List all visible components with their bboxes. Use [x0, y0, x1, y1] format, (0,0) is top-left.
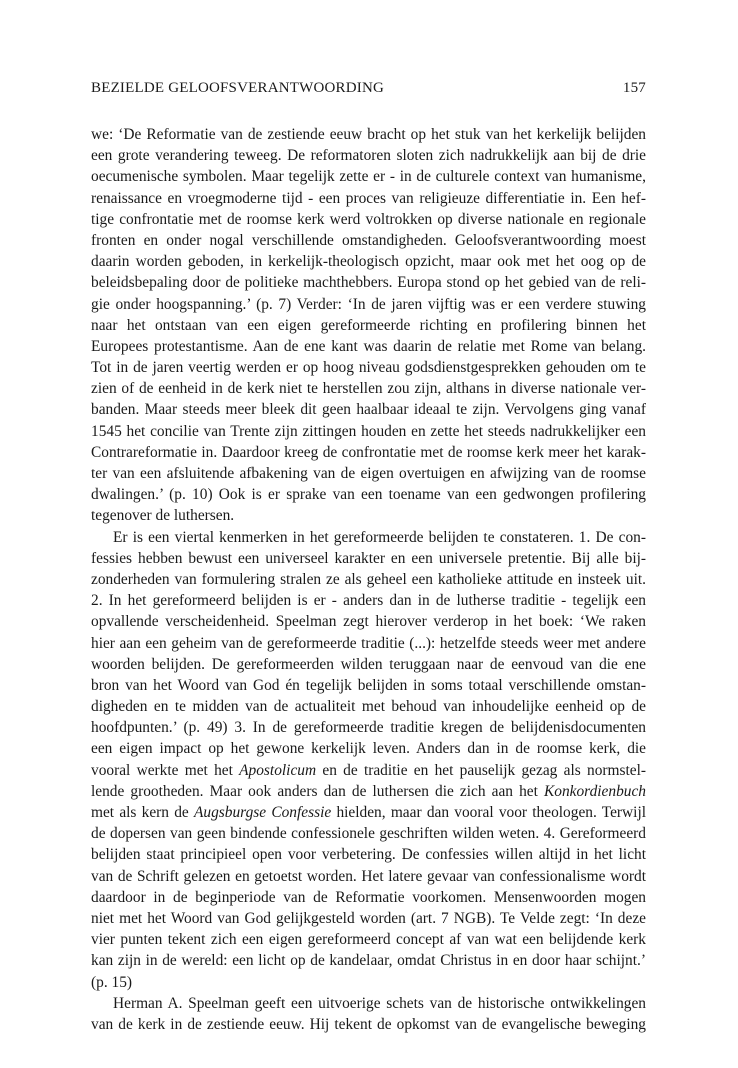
text-run: hielden, maar dan vooral voor theologen. Terwijl: [331, 804, 646, 821]
text-line: tige confrontatie met de roomse kerk werd voltrokken op diverse nationale en regionale: [91, 210, 646, 228]
italic-term: Augsburgse Confessie: [194, 804, 332, 821]
italic-term: Konkordienbuch: [543, 782, 646, 800]
running-title: BEZIELDE GELOOFSVERANTWOORDING: [91, 80, 385, 96]
text-line: beleidsbepaling door de politieke machthebbers. Europa stond op het gebied van de reli-: [91, 274, 646, 292]
text-line: naar het ontstaan van een eigen gereformeerde richting en profilering binnen het: [91, 316, 646, 334]
text-line: Contrareformatie in. Daardoor kreeg de confrontatie met de roomse kerk meer het karak-: [91, 443, 646, 461]
text-line: ter van een afsluitende afbakening van de eigen overtuigen en afwijzing van de roomse: [91, 465, 646, 482]
paragraph-3: [91, 993, 646, 1035]
text-line: 1545 het concilie van Trente zijn zittingen houden en zette het steeds nadrukkelijker een: [91, 422, 646, 440]
text-line: woorden belijden. De gereformeerden wilden teruggaan naar de eenvoud van die ene: [91, 655, 646, 673]
text-line: opvallende verscheidenheid. Speelman zegt hierover verderop in het boek: ‘We raken: [91, 613, 646, 631]
text-line: van de Schrift gelezen en getoetst worden. Het latere gevaar van confessionalisme wordt: [91, 867, 646, 885]
text-line: hier aan een geheim van de gereformeerde traditie (...): hetzelfde steeds weer met andere: [91, 634, 646, 652]
text-line: daarin worden geboden, in kerkelijk-theologisch opzicht, maar ook met het oog op de: [91, 253, 646, 271]
text-run: en de traditie en het pauselijk gezag als normstel-: [316, 761, 646, 779]
text-line: we: ‘De Reformatie van de zestiende eeuw bracht op het stuk van het kerkelijk belijden: [91, 126, 646, 143]
text-line: Herman A. Speelman geeft een uitvoerige schets van de historische ontwikkelingen: [113, 994, 646, 1012]
text-line: vier punten tekent zich een eigen gereformeerd concept af van wat een belijdende kerk: [91, 931, 646, 949]
running-header: [91, 78, 646, 98]
text-line: een eigen impact op het gewone kerkelijk leven. Anders dan in de roomse kerk, die: [91, 740, 646, 758]
text-line: tegenover de luthersen.: [91, 507, 235, 525]
text-line: renaissance en vroegmoderne tijd - een proces van religieuze differentiatie in. Een hef-: [91, 189, 646, 207]
text-line: (p. 15): [91, 973, 133, 991]
text-line: de dopersen van geen bindende confessionele geschriften wilden weten. 4. Gereformeerd: [91, 825, 646, 843]
text-line: daardoor in de beginperiode van de Reformatie voorkomen. Mensenwoorden mogen: [91, 888, 646, 906]
text-line: kan zijn in de wereld: een licht op de kandelaar, omdat Christus in en door haar schijnt.’: [91, 952, 646, 970]
text-run: vooral werkte met het: [91, 761, 240, 779]
body-text: [91, 124, 646, 1035]
text-line: een grote verandering teweeg. De reformatoren sloten zich nadrukkelijk aan bij de drie: [91, 147, 646, 165]
text-line-italic-apostolicum: [91, 760, 646, 781]
text-run: lende grootheden. Maar ook anders dan de luthersen die zich aan het: [91, 782, 544, 800]
text-line: bron van het Woord van God én tegelijk belijden in soms totaal verschillende omstan-: [91, 676, 646, 694]
paragraph-1: [91, 124, 646, 527]
text-run: met als kern de: [91, 804, 194, 821]
text-line: oecumenische symbolen. Maar tegelijk zette er - in de culturele context van humanisme,: [91, 168, 646, 186]
paragraph-2: [91, 527, 646, 993]
text-line: zonderheden van formulering stralen ze als geheel een katholieke attitude en insteek uit.: [91, 570, 646, 588]
text-line: dwalingen.’ (p. 10) Ook is er sprake van een toename van een gedwongen profilering: [91, 486, 646, 504]
text-line: belijden staat principieel open voor verbetering. De confessies willen altijd in het licht: [91, 846, 646, 864]
text-line: Europees protestantisme. Aan de ene kant was daarin de relatie met Rome van belang.: [91, 337, 646, 355]
text-line-italic-konkordienbuch: [91, 781, 646, 802]
text-line-italic-augsburgse: [91, 802, 646, 823]
text-line: Er is een viertal kenmerken in het gereformeerde belijden te constateren. 1. De con-: [113, 528, 646, 546]
text-line: zien of de eenheid in de kerk niet te herstellen zou zijn, althans in diverse nationale ver-: [91, 380, 646, 398]
text-line: fessies hebben bewust een universeel karakter en een universele pretentie. Bij alle bij-: [91, 549, 646, 567]
text-line: niet met het Woord van God gelijkgesteld worden (art. 7 NGB). Te Velde zegt: ‘In deze: [91, 909, 646, 927]
text-line: gie onder hoogspanning.’ (p. 7) Verder: ‘In de jaren vijftig was er een verdere stuwing: [91, 295, 646, 313]
text-line: fronten en onder nogal verschillende omstandigheden. Geloofsverantwoording moest: [91, 231, 646, 249]
text-line: hoofdpunten.’ (p. 49) 3. In de gereformeerde traditie kregen de belijdenisdocumenten: [91, 719, 646, 737]
italic-term: Apostolicum: [239, 761, 317, 779]
text-line: digheden en te midden van de actualiteit met behoud van inhoudelijke eenheid op de: [91, 698, 646, 716]
text-line: van de kerk in de zestiende eeuw. Hij tekent de opkomst van de evangelische beweging: [91, 1015, 646, 1033]
text-line: Tot in de jaren veertig werden er op hoog niveau godsdienstgesprekken gehouden om te: [91, 359, 646, 377]
page-number: 157: [622, 80, 646, 96]
text-line: banden. Maar steeds meer bleek dit geen haalbaar ideaal te zijn. Vervolgens ging vanaf: [91, 401, 646, 419]
text-line: 2. In het gereformeerd belijden is er - anders dan in de lutherse traditie - tegelijk een: [91, 592, 646, 610]
